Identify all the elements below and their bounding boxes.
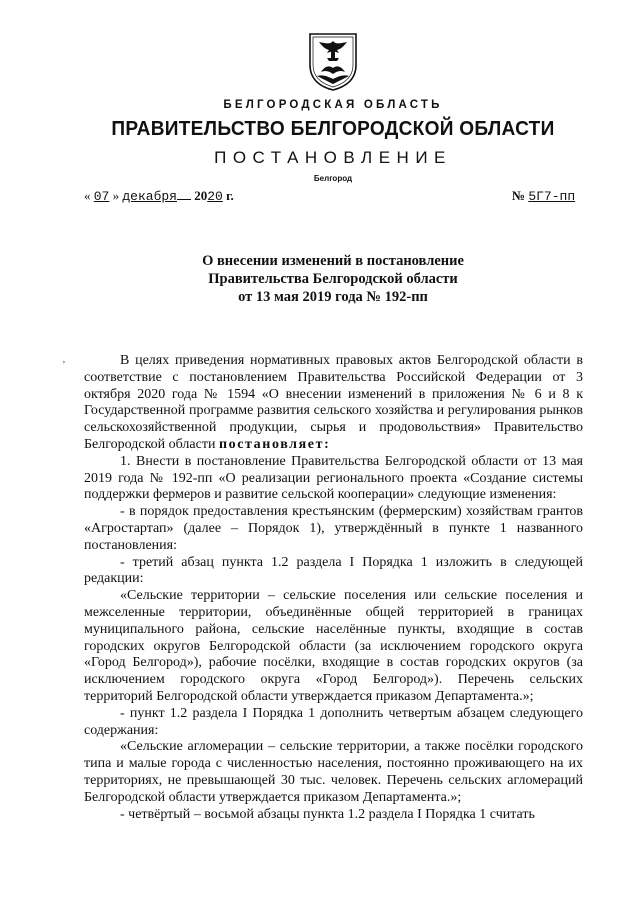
date-open-quote: « <box>84 188 91 203</box>
document-number <box>512 188 575 204</box>
decree-verb: постановляет: <box>218 436 331 452</box>
body-paragraph: 1. Внести в постановление Правительства Белгородской области от 13 мая 2019 года № 192-пп «О реализации регионального проекта «Создание системы поддержки фермеров и развитие сельской кооперации» следующие изменения: <box>84 453 583 503</box>
body-paragraph: - четвёртый – восьмой абзацы пункта 1.2 раздела I Порядка 1 считать <box>120 806 535 822</box>
document-body <box>84 353 583 823</box>
region-name: БЕЛГОРОДСКАЯ ОБЛАСТЬ <box>223 99 443 111</box>
date-year-prefix: 20 <box>194 188 208 203</box>
date-underline <box>177 199 191 200</box>
body-paragraph: - пункт 1.2 раздела I Порядка 1 дополнить четвертым абзацем следующего содержания: <box>84 705 583 738</box>
number-value: 5Г7-пп <box>528 189 576 204</box>
date-close-quote: » <box>112 188 120 203</box>
paragraph-text: В целях приведения нормативных правовых актов Белгородской области в соответствие с постановлением Правительства Российской Федерации от 3 октября 2020 года № 1594 «О внесении изменений в приложения № 6 и 8 к Государственной программе развития сельского хозяйства и регулирования рынков сельскохозяйственной продукции, сырья и продовольствия» Правительство Белгородской области <box>84 353 583 452</box>
date-year-suffix: 20 <box>207 189 223 204</box>
number-prefix: № <box>512 188 526 203</box>
date-day: 07 <box>93 189 110 204</box>
margin-mark: ’ <box>62 359 66 371</box>
document-title <box>0 252 640 306</box>
city-name: Белгород <box>313 174 353 183</box>
title-line: Правительства Белгородской области <box>208 271 458 287</box>
document-date <box>84 188 234 204</box>
body-paragraph: - в порядок предоставления крестьянским (фермерским) хозяйствам грантов «Агростартап» (далее – Порядок 1), утверждённый в пункте 1 названного постановления: <box>84 504 583 553</box>
title-line: от 13 мая 2019 года № 192-пп <box>238 289 428 305</box>
body-paragraph: - третий абзац пункта 1.2 раздела I Порядка 1 изложить в следующей редакции: <box>84 554 583 587</box>
title-line: О внесении изменений в постановление <box>202 253 464 269</box>
body-paragraph: «Сельские агломерации – сельские территории, а также посёлки городского типа и малые города с численностью населения, постоянно проживающего на их территориях, не превышающей 30 тыс. человек. Перечень сельских агломераций Белгородской области утверждается приказом Департамента.»; <box>84 739 583 805</box>
document-type: ПОСТАНОВЛЕНИЕ <box>214 148 452 167</box>
body-paragraph: «Сельские территории – сельские поселения или сельские поселения и межселенные территории, объединённые общей территорией в границах муниципального района, сельские населённые пункты, входящие в состав городских округов Белгородской области (за исключением городского округа «Город Белгород»), рабочие посёлки, входящие в состав городских округов (за исключением городского округа «Город Белгород»). Перечень сельских территорий Белгородской области утверждается приказом Департамента.»; <box>84 588 583 704</box>
government-name: ПРАВИТЕЛЬСТВО БЕЛГОРОДСКОЙ ОБЛАСТИ <box>111 117 555 140</box>
coat-of-arms-emblem <box>307 32 359 92</box>
date-year-unit: г. <box>226 188 234 203</box>
date-month: декабря <box>122 189 177 204</box>
body-paragraph <box>84 353 583 454</box>
